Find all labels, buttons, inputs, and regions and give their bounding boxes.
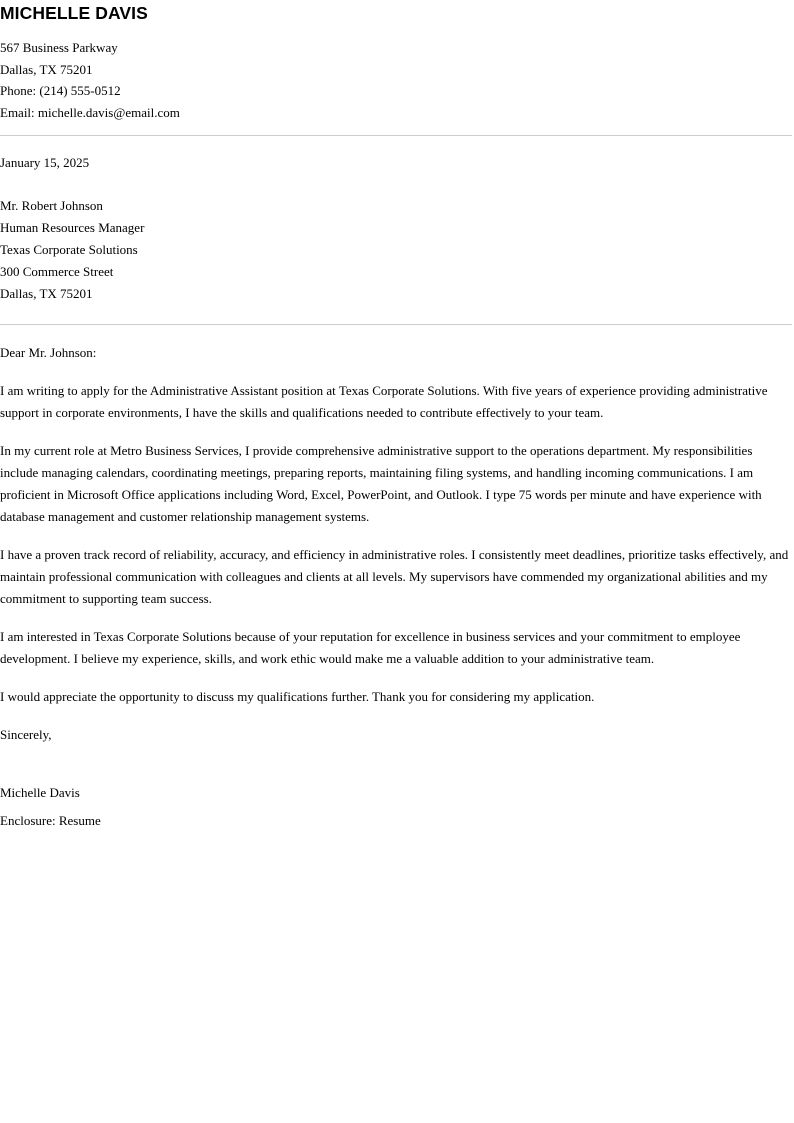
letter-date: January 15, 2025 (0, 155, 90, 170)
signature-name: Michelle Davis (0, 784, 80, 800)
recipient-block (0, 195, 792, 305)
salutation: Dear Mr. Johnson: (0, 344, 97, 360)
letterhead (0, 0, 792, 123)
body-paragraph: In my current role at Metro Business Services, I provide comprehensive administrative support to the operations department. My responsibilities include managing calendars, coordinating meetings, preparing reports, maintaining filing systems, and handling incoming communications. I am proficient in Microsoft Office applications including Word, Excel, PowerPoint, and Outlook. I type 75 words per minute and have experience with database management and customer relationship management systems. (0, 442, 762, 524)
recipient-name: Mr. Robert Johnson (0, 197, 103, 213)
body-paragraph: I am interested in Texas Corporate Solutions because of your reputation for excellence in business services and your commitment to employee development. I believe my experience, skills, and work ethic would make me a valuable addition to your administrative team. (0, 628, 741, 666)
header-divider (0, 135, 792, 136)
enclosure-note: Enclosure: Resume (0, 812, 101, 828)
letter-body (0, 364, 792, 708)
sender-phone: Phone: (214) 555-0512 (0, 83, 121, 98)
sender-contact-block (0, 37, 792, 123)
recipient-company: Texas Corporate Solutions (0, 241, 138, 257)
closing-salutation: Sincerely, (0, 726, 52, 742)
body-paragraph: I am writing to apply for the Administrative Assistant position at Texas Corporate Solutions. With five years of experience providing administrative support in corporate environments, I have the skills and qualifications needed to contribute effectively to your team. (0, 382, 768, 420)
recipient-title: Human Resources Manager (0, 219, 145, 235)
sender-city-state-zip: Dallas, TX 75201 (0, 61, 93, 77)
recipient-city-state-zip: Dallas, TX 75201 (0, 285, 93, 301)
recipient-divider (0, 324, 792, 325)
recipient-street: 300 Commerce Street (0, 263, 114, 279)
body-paragraph: I have a proven track record of reliability, accuracy, and efficiency in administrative roles. I consistently meet deadlines, prioritize tasks effectively, and maintain professional communication with colleagues and clients at all levels. My supervisors have commended my organizational abilities and my commitment to supporting team success. (0, 546, 789, 606)
sender-name: MICHELLE DAVIS (0, 3, 148, 23)
body-paragraph: I would appreciate the opportunity to discuss my qualifications further. Thank you for considering my application. (0, 688, 595, 704)
signature-space (0, 746, 792, 782)
sender-email: Email: michelle.davis@email.com (0, 104, 180, 120)
sender-address-line: 567 Business Parkway (0, 40, 118, 55)
